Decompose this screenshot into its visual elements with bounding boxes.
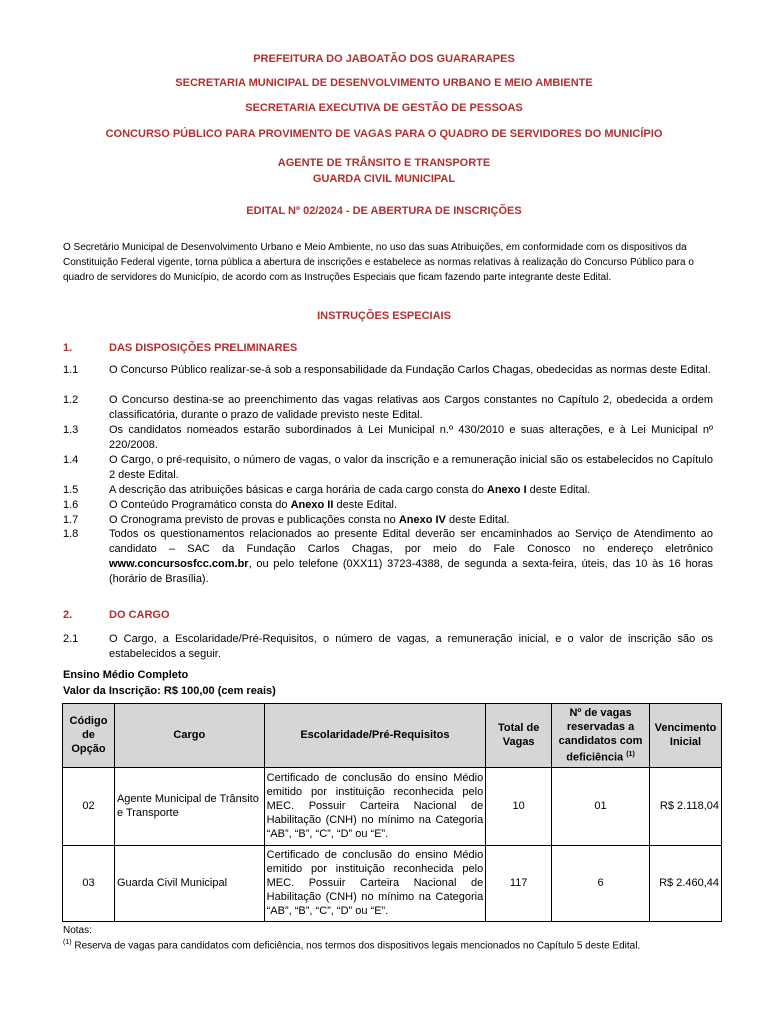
anexo-i-ref: Anexo I: [486, 484, 527, 496]
col-header-codigo: Código de Opção: [63, 704, 115, 768]
section-2-title: DO CARGO: [109, 609, 170, 621]
item-number: 2.1: [63, 633, 79, 645]
header-cargo-agente: AGENTE DE TRÂNSITO E TRANSPORTE: [277, 157, 491, 169]
cell-codigo: 03: [63, 845, 115, 921]
col-header-escolaridade: Escolaridade/Pré-Requisitos: [264, 704, 486, 768]
cell-cargo: Agente Municipal de Trânsito e Transporte: [114, 767, 264, 845]
note-1-marker: (1): [63, 939, 72, 946]
item-number: 1.1: [63, 364, 79, 376]
header-secretaria-municipal: SECRETARIA MUNICIPAL DE DESENVOLVIMENTO URBANO E MEIO AMBIENTE: [175, 77, 593, 89]
item-text: Todos os questionamentos relacionados ao presente Edital deverão ser encaminhados ao Serviço de Atendimento ao candidato – SAC da Fundação Carlos Chagas, por meio do Fale Conosco no endereço eletrônico www.concursosfcc.com.br, ou pelo telefone (0XX11) 3723-4388, de segunda a sexta-feira, úteis, das 10 às 16 horas (horário de Brasília).: [109, 528, 713, 585]
cell-codigo: 02: [63, 767, 115, 845]
valor-inscricao: Valor da Inscrição: R$ 100,00 (cem reais): [63, 685, 276, 697]
instrucoes-especiais-title: INSTRUÇÕES ESPECIAIS: [317, 310, 451, 322]
section-1-number: 1.: [63, 342, 73, 354]
intro-paragraph: O Secretário Municipal de Desenvolvimento Urbano e Meio Ambiente, no uso das suas Atribuições, em conformidade com os dispositivos da Constituição Federal vigente, torna pública a abertura de inscrições e estabelece as normas relativas à realização do Concurso Público para o quadro de servidores do Município, de acordo com as Instruções Especiais que ficam fazendo parte integrante deste Edital.: [63, 242, 694, 283]
table-notes: [63, 925, 640, 952]
item-number: 1.6: [63, 499, 79, 511]
section-2-number: 2.: [63, 609, 73, 621]
cell-cargo: Guarda Civil Municipal: [114, 845, 264, 921]
item-text: O Cargo, a Escolaridade/Pré-Requisitos, o número de vagas, a remuneração inicial, e o valor de inscrição são os estabelecidos a seguir.: [109, 633, 713, 660]
col-header-cargo: Cargo: [114, 704, 264, 768]
item-text: O Concurso destina-se ao preenchimento das vagas relativas aos Cargos constantes no Capítulo 2, obedecida a ordem classificatória, durante o prazo de validade previsto neste Edital.: [109, 394, 713, 421]
item-number: 1.3: [63, 424, 79, 436]
anexo-iv-ref: Anexo IV: [398, 514, 446, 526]
item-1-3: [63, 423, 713, 453]
cell-reservadas: 01: [552, 767, 650, 845]
item-1-4: [63, 453, 713, 483]
item-1-2: [63, 393, 713, 423]
notes-label: Notas:: [63, 925, 92, 936]
vagas-table: [62, 703, 722, 922]
item-number: 1.5: [63, 484, 79, 496]
item-number: 1.8: [63, 528, 79, 540]
cell-vencimento: R$ 2.118,04: [649, 767, 721, 845]
col-header-reservadas: Nº de vagas reservadas a candidatos com deficiência $^{(1)}$: [552, 704, 650, 768]
item-text: Os candidatos nomeados estarão subordinados à Lei Municipal n.º 430/2010 e suas alterações, e à Lei Municipal nº 220/2008.: [109, 424, 713, 451]
col-header-vencimento: Vencimento Inicial: [649, 704, 721, 768]
item-text: O Cargo, o pré-requisito, o número de vagas, o valor da inscrição e a remuneração inicial são os estabelecidos no Capítulo 2 deste Edital.: [109, 454, 713, 481]
item-text: O Concurso Público realizar-se-á sob a responsabilidade da Fundação Carlos Chagas, obedecidas as normas deste Edital.: [109, 364, 711, 376]
footnote-marker: (1): [626, 751, 635, 758]
nivel-escolaridade: Ensino Médio Completo: [63, 669, 189, 681]
item-number: 1.4: [63, 454, 79, 466]
edital-title: EDITAL Nº 02/2024 - DE ABERTURA DE INSCRIÇÕES: [246, 205, 522, 217]
cell-escolaridade: Certificado de conclusão do ensino Médio emitido por instituição reconhecida pelo MEC. Possuir Carteira Nacional de Habilitação (CNH) no mínimo na Categoria “AB”, “B”, “C”, “D” ou “E”.: [264, 845, 486, 921]
item-1-5: [63, 483, 713, 498]
item-text: O Conteúdo Programático consta do Anexo II deste Edital.: [109, 499, 397, 511]
cell-escolaridade: Certificado de conclusão do ensino Médio emitido por instituição reconhecida pelo MEC. Possuir Carteira Nacional de Habilitação (CNH) no mínimo na Categoria “AB”, “B”, “C”, “D” ou “E”.: [264, 767, 486, 845]
header-cargo-guarda: GUARDA CIVIL MUNICIPAL: [312, 173, 456, 185]
item-2-1: [63, 632, 713, 662]
item-text: A descrição das atribuições básicas e carga horária de cada cargo consta do Anexo I deste Edital.: [109, 484, 591, 496]
note-1-text: Reserva de vagas para candidatos com deficiência, nos termos dos dispositivos legais mencionados no Capítulo 5 deste Edital.: [71, 940, 641, 952]
header-secretaria-executiva: SECRETARIA EXECUTIVA DE GESTÃO DE PESSOAS: [245, 102, 523, 114]
cell-total: 117: [486, 845, 552, 921]
section-1-title: DAS DISPOSIÇÕES PRELIMINARES: [109, 342, 298, 354]
anexo-ii-ref: Anexo II: [290, 499, 334, 511]
table-row: [63, 845, 722, 921]
item-1-7: [63, 513, 713, 528]
item-number: 1.2: [63, 394, 79, 406]
item-1-6: [63, 498, 713, 513]
header-prefeitura: PREFEITURA DO JABOATÃO DOS GUARARAPES: [253, 53, 515, 65]
note-1: [63, 937, 640, 952]
fcc-website-link[interactable]: www.concursosfcc.com.br: [109, 558, 249, 570]
item-1-1: [63, 363, 713, 378]
cell-vencimento: R$ 2.460,44: [649, 845, 721, 921]
item-number: 1.7: [63, 514, 79, 526]
table-row: [63, 767, 722, 845]
col-header-total: Total de Vagas: [486, 704, 552, 768]
cell-total: 10: [486, 767, 552, 845]
table-header-row: [63, 704, 722, 768]
header-concurso: CONCURSO PÚBLICO PARA PROVIMENTO DE VAGAS PARA O QUADRO DE SERVIDORES DO MUNICÍPIO: [105, 128, 663, 140]
item-1-8: [63, 527, 713, 587]
cell-reservadas: 6: [552, 845, 650, 921]
item-text: O Cronograma previsto de provas e publicações consta no Anexo IV deste Edital.: [109, 514, 510, 526]
